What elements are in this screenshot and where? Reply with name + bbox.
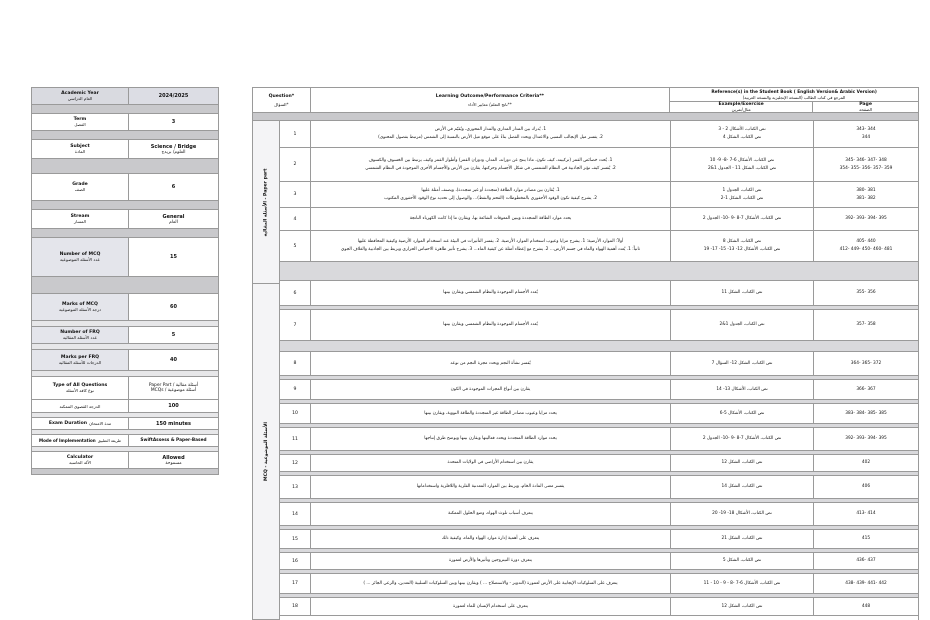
divider [32,229,218,238]
num-mcq-label: Number of MCQ [59,252,101,257]
question-number: 4 [280,208,311,230]
example-reference-text: نص الكتاب، الأشكال 6-7 -8 - 9 - 10 - 11 [703,580,781,586]
question-number: 9 [280,380,311,399]
table-row [280,281,918,306]
learning-outcome-text: يحدد موارد الطاقة المتجددة ويبين المعوقات الشائعة بها، ويقارن ما إذا كانت الكهرباء الناتجة [409,216,572,221]
table-row [280,503,918,526]
learning-outcome-text: يتعرف على استخدام الإنسان للماء لعمورة [453,603,528,609]
page-reference-text: 364- 365- 372 [850,360,882,366]
num-frq-row [32,327,218,344]
stream-label-ar: المسار [74,219,86,224]
section-paper-label: الأسئلة المقالية - Paper part [263,167,269,237]
page-reference-text: 448 [861,603,871,609]
example-reference-cell [671,208,814,230]
calculator-value: Allowed [162,454,185,461]
calculator-label-ar: الآلة الحاسبة [69,460,91,465]
example-reference-text: نص الكتاب، الأشكال 2 - 3 [718,127,766,132]
question-rows [280,121,918,620]
example-reference-cell [671,476,814,498]
learning-outcome-text: يُفسر نشأة النجم ويحدد مجرة النجم من نوعه [450,360,531,366]
grade-value: 6 [171,184,176,190]
table-row [280,310,918,341]
table-row [280,455,918,472]
page-reference-text: 415 [861,536,871,541]
question-type-row [32,377,218,400]
duration-label: Exam Duration [48,421,88,426]
calculator-value-ar: مسموحة [165,460,182,466]
page-reference-cell [814,352,918,375]
num-frq-label-ar: عدد الأسئلة المقالية [62,335,98,340]
page-reference-text: 357- 358 [856,322,876,327]
question-header-ar: السؤال* [274,101,289,107]
stream-value-ar: العام [169,219,178,225]
page-reference-text: 392- 393- 394- 395 [845,216,887,221]
page-reference-cell [814,455,918,471]
reference-header-ar: المرجع في كتاب الطالب (النسخة الإنجليزية والنسخة العربية) [742,94,846,100]
example-reference-text: نص الكتاب، الأشكال 7-8 -9 -10- الجدول 2 [702,216,782,221]
example-reference-cell [671,182,814,207]
academic-year-label-ar: العام الدراسي [67,96,93,101]
exam-info-table [31,87,219,475]
learning-outcome-text: 1. يُدرك بين المدار المداري والمدار المحوري، ويُقيّم في الأرض [434,127,547,132]
page-reference-cell [814,553,918,569]
example-reference-text: نص الكتاب، الشكل 12 [721,603,763,609]
question-header: Question* [268,93,295,99]
specification-table [252,87,919,620]
page-reference-cell [814,310,918,340]
subject-value-ar: العلوم/ بريدج [161,149,186,155]
example-reference-text: نص الكتاب، الجدول 1 [722,187,762,193]
learning-outcome-text: يُعدد الأجسام الموجودة والنظام الشمسي ويقارن بينها [443,322,538,327]
learning-outcome-cell [311,310,671,340]
page-reference-text: 405- 440 [856,239,876,244]
row-divider [280,262,918,281]
learning-outcome-text: 1. يُحدد خصائص القمر (تركيبته، كيف تكون، ماذا ينتج عن دورانه، المدار، ودوران القمر) وأطوار القمر وكيف يرتبط بين الخسوف والكسوف [368,157,613,163]
question-number: 2 [280,148,311,181]
header-divider [253,113,918,121]
learning-outcome-cell [311,503,671,525]
page-reference-cell [814,476,918,498]
example-reference-text: نص الكتاب، الأشكال 6-7 -8- 9- 10 [709,157,775,163]
marks-mcq-value: 60 [170,304,177,310]
example-reference-cell [671,231,814,261]
example-reference-text: نص الكتاب، الشكل 21 [721,536,763,541]
stream-row [32,210,218,229]
example-reference-text: نص الكتاب، الشكل 14 [721,484,763,489]
table-row [280,530,918,549]
learning-outcome-cell [311,553,671,569]
example-reference-cell [671,121,814,147]
num-mcq-label-ar: عدد الأسئلة الموضوعية [60,257,100,262]
learning-outcome-text: ثانياً: 1. يُعدد أهمية الهواء والماء في جسم الأرض... 2. يشرح مع إعطاء أمثلة عن كيفية الماء... 3. يشرح تأثير ظاهرة الاحتباس الحراري ويربط بين الجاذبية والغلاف الجوي [341,247,640,252]
table-row [280,182,918,208]
example-reference-text: نص الكتاب، الأشكال 13- 14 [716,386,768,392]
learning-outcome-cell [311,352,671,375]
page-reference-cell [814,503,918,525]
learning-outcome-cell [311,208,671,230]
example-reference-text: نص الكتاب، الشكل 8 [722,239,762,244]
question-type-value-2: MCQs / أسئلة موضوعية [150,388,197,393]
example-reference-text: نص الكتاب، الأشكال 12- 13- 15- 17- 19 [703,247,781,252]
question-number: 12 [280,455,311,471]
page-reference-text: 392- 393- 394- 395 [845,436,887,441]
calculator-row [32,452,218,469]
row-divider [280,341,918,352]
page-reference-text: 436- 437 [856,558,876,563]
academic-year-value: 2024/2025 [129,88,218,104]
marks-mcq-row [32,294,218,321]
page-reference-text: 381- 382 [856,195,876,201]
max-score-value: 100 [168,403,179,409]
reference-header: Reference(s) in the Student Book ( English Version& Arabic Version) [711,89,877,95]
example-header-ar: مثال/تمرين [731,106,751,112]
question-number: 15 [280,530,311,548]
question-number: 6 [280,281,311,305]
marks-frq-value: 40 [170,357,177,363]
table-row [280,428,918,451]
marks-frq-label: Marks per FRQ [60,355,100,360]
learning-outcome-cell [311,231,671,261]
mode-row [32,435,218,447]
learning-outcome-text: يتعرف على أهمية إدارة موارد الهواء والماء، وكيفية ذلك [441,536,540,541]
example-reference-cell [671,148,814,181]
page-reference-cell [814,148,918,181]
page-reference-cell [814,428,918,450]
page-reference-cell [814,598,918,615]
example-reference-cell [671,404,814,423]
example-reference-cell [671,503,814,525]
question-number: 3 [280,182,311,207]
learning-outcome-cell [311,428,671,450]
term-label: Term [73,117,87,122]
mode-label: Mode of Implementation [39,438,96,443]
subject-value: Science / Bridge [150,143,197,150]
example-reference-cell [671,598,814,615]
example-reference-text: نص الكتاب، الأشكال 7-8 -9 -10- الجدول 2 [702,436,782,441]
question-number: 10 [280,404,311,423]
page-reference-text: 355- 356 [856,290,876,295]
learning-outcome-text: يفسر معنى المادة الخام، ويربط بين الموارد المعدنية الفلزية واللافلزية واستخداماتها [416,484,565,489]
question-number: 14 [280,503,311,525]
subject-row [32,140,218,159]
duration-row [32,418,218,430]
example-reference-text: نص الكتاب، الشكل 12- السؤال 7 [711,360,773,366]
example-reference-text: نص الكتاب، الشكل 11 [721,290,763,295]
question-number: 13 [280,476,311,498]
learning-outcome-text: 2. يفسر ميل الإنجالب النسبي والاعتدال ويحدد الفصل بناءً على موقع ميل الأرض بالنسبة إلى الشمس (مرتبط بفصول المحتوى) [378,135,603,140]
example-reference-text: نص الكتاب، الأشكال 18- 19- 20 [712,511,772,516]
marks-frq-label-ar: الدرجات للأسئلة المقالية [58,360,102,365]
learning-outcome-text: يقارن بين أنواع المجرات الموجودة في الكون [450,386,531,392]
page-reference-cell [814,231,918,261]
learning-outcome-cell [311,455,671,471]
question-type-label: Type of All Questions [52,383,108,388]
learning-outcome-text: 1. يُقارن بين مصادر موارد الطاقة (متجددة أو غير متجددة)، ويصنف أمثلة عليها [421,187,560,193]
divider [32,201,218,210]
question-type-label-ar: نوع كافة الأسئلة [66,388,94,393]
learning-outcome-cell [311,182,671,207]
num-mcq-value: 15 [170,254,177,260]
section-mcq-label: MCQ - الأسئلة الموضوعية [263,422,269,481]
marks-mcq-label: Marks of MCQ [62,302,98,307]
page-reference-cell [814,182,918,207]
learning-outcome-cell [311,121,671,147]
term-label-ar: الفصل [74,122,86,127]
academic-year-row [32,88,218,105]
stream-label: Stream [70,214,90,219]
question-number: 1 [280,121,311,147]
table-row [280,380,918,400]
example-reference-cell [671,530,814,548]
grade-row [32,174,218,201]
example-reference-cell [671,281,814,305]
calculator-label: Calculator [66,455,94,460]
learning-outcome-cell [311,281,671,305]
learning-outcome-text: يتعرف على السلوكيات الإيجابية على الأرض لعمورة (التدوير - والاستصلاح ... ) ويقارن بينها وبين السلوكيات السلبية (التعدين، والرعي الجائر ... ) [363,580,618,586]
divider [32,277,218,294]
duration-label-ar: مدة الامتحان [89,421,112,426]
learning-outcome-text: أولاً: الموارد الأرضية: 1. يشرح مزايا وعيوب استخدام الموارد الأرضية. 2. يفسر التأثيرات في البيئة عند استخدام الموارد الأرضية وكيفية المحافظة عليها [357,239,624,244]
example-reference-text: نص الكتاب، الشكل 4 [722,135,762,140]
grade-label: Grade [72,182,88,187]
marks-mcq-label-ar: درجة الأسئلة الموضوعية [58,307,102,312]
table-row [280,404,918,424]
table-row [280,121,918,148]
learning-outcome-cell [311,404,671,423]
learning-outcome-cell [311,148,671,181]
example-reference-cell [671,428,814,450]
lo-header-ar: ناتج التعلم/ معايير الأداء** [468,101,512,107]
page-reference-cell [814,530,918,548]
page-reference-text: 438- 439- 441- 442 [845,580,887,586]
page-reference-text: 344 [861,135,871,140]
example-reference-text: نص الكتاب، الأشكال 5-6 [719,410,765,416]
question-number: 7 [280,310,311,340]
learning-outcome-text: 2. يشرح كيفية تكون الوقود الأحفوري بالمخطوطات (الفحم والنفط)... والوصول إلى تحديد نوع الوقود الأحفوري المكتوب [384,195,597,201]
example-reference-cell [671,553,814,569]
page-reference-cell [814,121,918,147]
max-score-row [32,400,218,413]
page-reference-text: 383- 384- 385- 385 [845,410,887,416]
page-reference-text: 345- 346- 347- 348 [845,157,887,163]
section-paper-part [253,121,279,284]
example-reference-cell [671,310,814,340]
lo-header: Learning Outcome/Performance Criteria** [435,93,545,99]
max-score-label: الدرجة القصوى الممكنة [59,403,101,409]
page-reference-text: 366- 367 [856,386,876,392]
question-number: 16 [280,553,311,569]
page-reference-text: 354- 355- 356- 357- 359 [839,165,893,171]
num-mcq-row [32,238,218,277]
num-frq-label: Number of FRQ [60,330,100,335]
duration-value: 150 minutes [156,420,191,427]
question-number: 8 [280,352,311,375]
section-mcq [253,284,279,620]
table-row [280,208,918,231]
example-header: Example/Exercise [718,101,764,107]
table-row [280,476,918,499]
learning-outcome-text: يُعدد الأجسام الموجودة والنظام الشمسي ويقارن بينها [443,290,538,295]
subject-label: Subject [70,144,90,149]
page-reference-text: 402 [861,460,871,465]
page-reference-text: 406 [861,484,871,489]
page-reference-cell [814,380,918,399]
example-reference-text: نص الكتاب، الشكل 12 [721,460,763,465]
learning-outcome-cell [311,476,671,498]
table-header [253,88,918,113]
grade-label-ar: الصف [74,187,86,192]
learning-outcome-cell [311,530,671,548]
example-reference-text: نص الكتاب، الشكل 1-2 [720,195,764,201]
table-row [280,574,918,594]
example-reference-text: نص الكتاب، الجدول 1&2 [719,322,765,327]
marks-frq-row [32,350,218,371]
divider [32,159,218,174]
page-header-ar: الصفحة [859,106,872,112]
page-reference-text: 412- 449- 450- 460- 481 [839,247,893,252]
table-row [280,553,918,570]
learning-outcome-cell [311,380,671,399]
learning-outcome-cell [311,598,671,615]
academic-year-label: Academic Year [61,91,99,96]
table-row [280,148,918,182]
learning-outcome-text: 2. يُفسر كيف تؤثر الجاذبية في النظام الشمسي في شكل الأجسام وحركتها، يقارن بين الأرض والأجسام الأخرى الموجودة في النظام الشمسي [365,165,616,171]
example-reference-cell [671,574,814,593]
mode-label-ar: طريقة التطبيق [97,438,121,443]
question-number: 17 [280,574,311,593]
question-number: 5 [280,231,311,261]
page-reference-text: 380- 381 [856,187,876,193]
term-value: 3 [171,119,176,125]
example-reference-cell [671,352,814,375]
mode-value: SwiftAssess & Paper-Based [140,438,207,443]
stream-value: General [162,213,185,220]
page-reference-cell [814,281,918,305]
learning-outcome-text: يتعرف دورة النيتروجين وتأثيرها والأرض لعمورة [448,558,533,563]
table-row [280,231,918,262]
learning-outcome-text: يحدد موارد الطاقة المتجددة ويحدد فعاليتها ويقارن بينها ويوضح طرق إنتاجها [424,436,557,441]
learning-outcome-cell [311,574,671,593]
divider [32,469,218,475]
divider [32,105,218,114]
table-row [280,352,918,376]
page-header: Page [859,101,872,107]
example-reference-cell [671,455,814,471]
table-row [280,598,918,616]
page-reference-text: 343- 344 [856,127,876,132]
example-reference-text: نص الكتاب، الشكل 5 [722,558,762,563]
question-number: 11 [280,428,311,450]
page-reference-text: 413- 414 [856,511,876,516]
learning-outcome-text: يقارن بين استخدام الأراضي في الولايات المتحدة [447,460,534,465]
page-reference-cell [814,208,918,230]
question-number: 18 [280,598,311,615]
subject-label-ar: المادة [74,149,86,154]
page-reference-cell [814,404,918,423]
divider [32,131,218,140]
term-row [32,114,218,131]
example-reference-text: نص الكتاب، الشكل 11 - الجدول 1&2 [707,165,777,171]
page-reference-cell [814,574,918,593]
learning-outcome-text: يحدد مزايا وعيوب مصادر الطاقة غير المتجددة والطاقة النووية، ويقارن بينها [424,410,557,416]
learning-outcome-text: يتعرف أسباب تلوث الهواء، وضع الحلول الممكنة [448,511,533,516]
question-type-value-1: Paper Part / أسئلة مقالية [148,383,199,388]
example-reference-cell [671,380,814,399]
num-frq-value: 5 [171,332,176,338]
